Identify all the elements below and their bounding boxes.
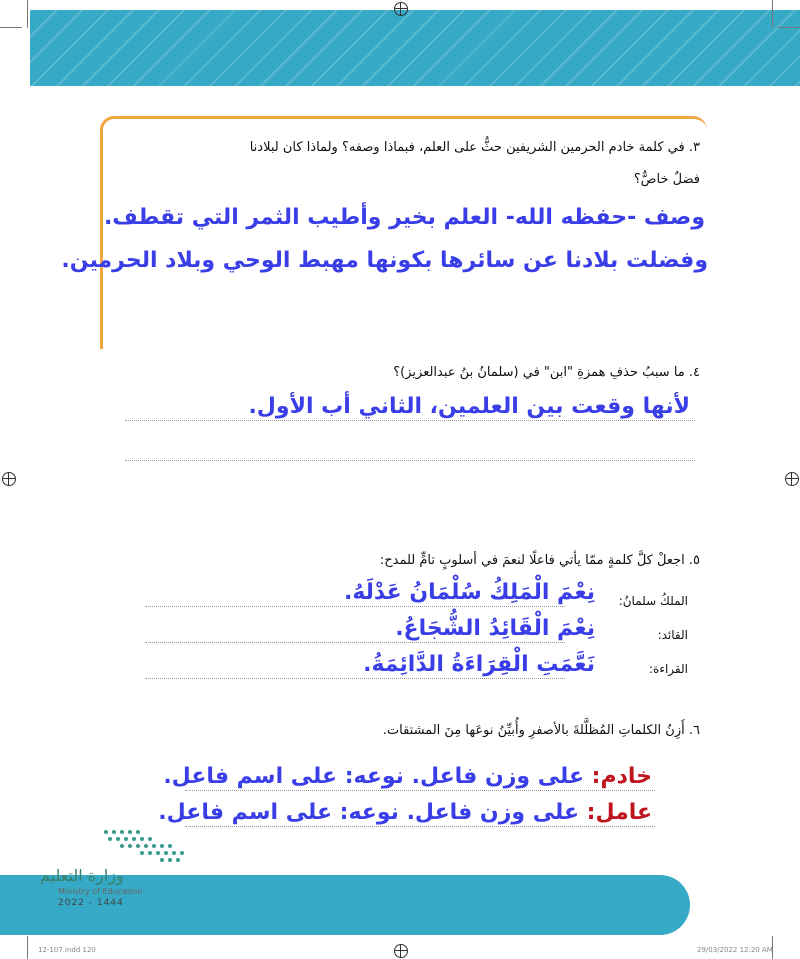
q5-answer-king: نِعْمَ الْمَلِكُ سُلْمَانُ عَدْلَهُ. bbox=[343, 580, 595, 605]
question-3-line2: فضلٌ خاصٌّ؟ bbox=[633, 172, 700, 187]
ministry-name-english: Ministry of Education bbox=[58, 887, 143, 896]
q6-word: خادم: bbox=[591, 764, 652, 789]
q6-word: عامل: bbox=[586, 800, 652, 825]
page-number: ١٢٠ bbox=[740, 893, 768, 911]
answer-3-line2: وفضلت بلادنا عن سائرها بكونها مهبط الوحي وبلاد الحرمين. bbox=[61, 248, 708, 273]
answer-3-line1: وصف -حفظه الله- العلم بخير وأطيب الثمر التي تقطف. bbox=[103, 205, 705, 230]
q6-answer-1: خادم: على وزن فاعل. نوعه: على اسم فاعل. bbox=[163, 764, 652, 789]
q6-answer-2: عامل: على وزن فاعل. نوعه: على اسم فاعل. bbox=[158, 800, 652, 825]
question-4: ٤. ما سببُ حذفِ همزةِ "ابن" في (سلمانُ بنُ عبدالعزيز)؟ bbox=[393, 365, 700, 380]
q5-label-leader: القائد: bbox=[657, 628, 688, 642]
file-info: 12-107.indd 120 bbox=[38, 946, 96, 954]
q5-label-king: الملكُ سلمانُ: bbox=[618, 594, 688, 608]
registration-mark-icon bbox=[394, 944, 408, 958]
top-banner bbox=[30, 10, 800, 86]
print-timestamp: 29/03/2022 12:20 AM bbox=[697, 946, 773, 954]
answer-4: لأنها وقعت بين العلمين، الثاني أب الأول. bbox=[248, 394, 690, 419]
registration-mark-icon bbox=[2, 472, 16, 486]
edition-year: 2022 - 1444 bbox=[58, 898, 124, 908]
registration-mark-icon bbox=[394, 2, 408, 16]
q5-label-reading: القراءة: bbox=[649, 662, 688, 676]
question-6: ٦. أَزِنُ الكلماتِ المُظلَّلةَ بالأصفرِ وأُبيِّنُ نوعَها مِنَ المشتقات. bbox=[382, 723, 700, 738]
q5-answer-leader: نِعْمَ الْقَائِدُ الشُّجَاعُ. bbox=[395, 616, 595, 641]
question-5: ٥. اجعلْ كلَّ كلمةٍ ممّا يأتي فاعلًا لنعمَ في أسلوبٍ تامٍّ للمدح: bbox=[379, 553, 700, 568]
ministry-name-arabic: وزارة التعليم bbox=[40, 866, 124, 885]
ministry-logo-icon bbox=[96, 824, 192, 864]
q5-answer-reading: نَعَّمَتِ الْقِرَاءَةُ الدَّائِمَةُ. bbox=[363, 652, 595, 677]
registration-mark-icon bbox=[785, 472, 799, 486]
question-3-line1: ٣. في كلمة خادم الحرمين الشريفين حثٌّ على العلم، فبماذا وصفه؟ ولماذا كان لبلادنا bbox=[249, 140, 700, 155]
